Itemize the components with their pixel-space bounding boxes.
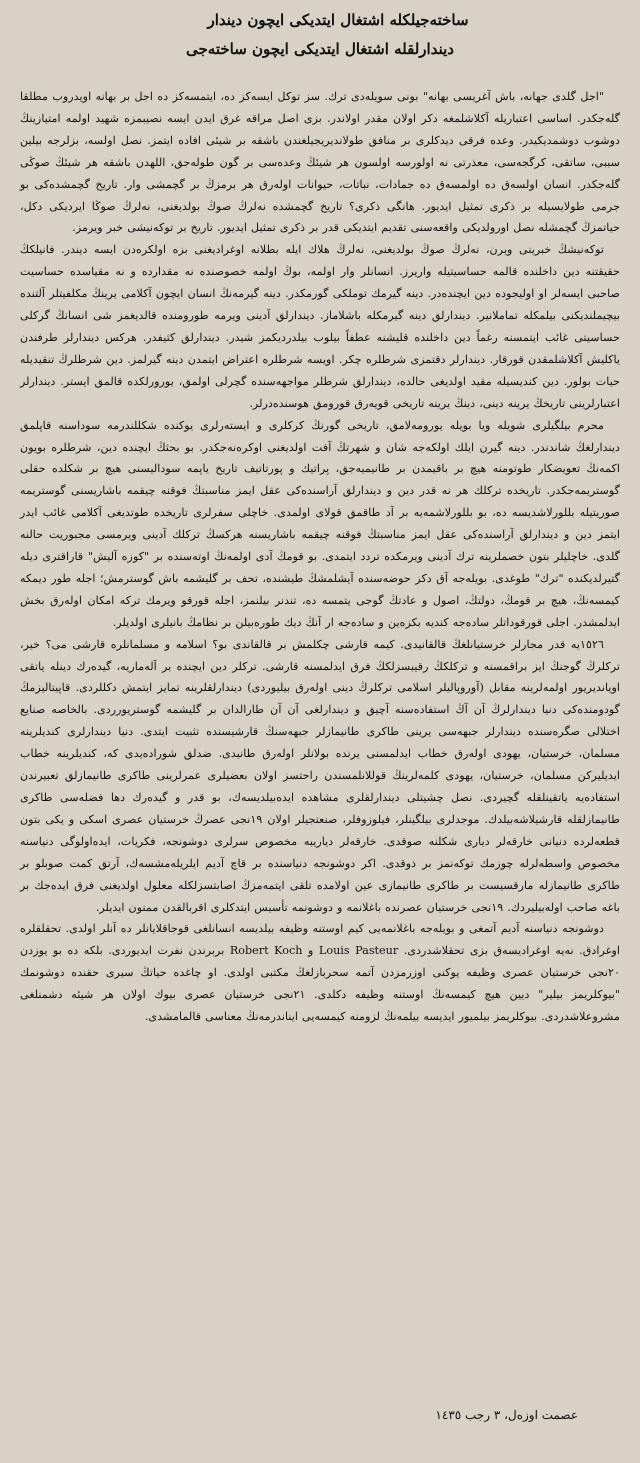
title-block [0, 6, 640, 64]
page-subtitle: دیندارلقلە اشتغال ایتدیکی ایچون ساختەجی [186, 40, 454, 58]
author-signature: عصمت اوزەل، ٣ رجب ١٤٣٥ [435, 1408, 578, 1422]
paragraph-5: دوشونجە دنیاسنە آدیم آتمغی و بویلەجە باغلانمەیی کیم اوستنە وظیفە بیلدیسە انسانلغی قوجاقلایانلر دە آنلر اولدی. تحقلقلرە اوغرادق. نەیە اوغرادیسەق بزی تحقلاشدردی. Louis Pasteur و Robert Koch بربرندن نفرت ایدیوردی. بلکە دە بو یوزدن ٢٠نجی خرستیان عصری وظیفە یوکنی اوزرمزدن آتمە سحربازلغڭ مکتبی اولدی. او چاغدە حیاتڭ سیری حقندە دوشونمك "بیوکلریمز بیلیر" دیین هیچ کیمسەنڭ اوستنە وظیفە دکلدی. ٢١نجی خرستیان عصری بیوك اولان هر شیئە دشمنلغی مشروعلاشدردی. بیوکلریمز بیلمیور ایدیسە بیلمەنڭ لزومنە کیمسەیی ایناندرمەنڭ معناسی قالمامشدی. [20, 922, 621, 1024]
article-body [20, 86, 620, 1028]
page-title: ساختەجیلکلە اشتغال ایتدیکی ایچون دیندار [207, 11, 469, 29]
paragraph-2: توکەنیشڭ خبرینی ویرن، نەلرڭ صوڭ بولدیغنی، نەلرڭ هلاك ایلە بطلانە اوغرادیغنی بزە اولکرەدن ایسە دیندر. فانیلکڭ حقیقتنە دین داخلندە قالمە حساسیتیلە واریرز. انسانلر وار اولمە، بوڭ اولمە خصوصندە نە مقدارده و نە مقیاسدە حساسیت صاحبی ایسەلر او اولیجودە دین ایچندەدر. دینە گیرمك توملکی گورمكدر. دینە گیرمەنڭ انسان ایچون آکلامی یرینڭ مکلفیتلر آلتندە بیچیملندیکنی بیلمکلە تماملانیر. دیندارلق دینە گیرمکلە باشلاماز. دیندارلق آدینی ویرمە طورومندە قالدیغمز شی انسانڭ گرکلی حساسیتی غائب ایتمسنە رغماً دین داخلندە قلیشنە عطفاً بیلوب بیلدردیکمز شیدر. دیندارلق کثیفدر. هرکس دیندارلر طرفندن یاکلیش آکلاشلمقدن قورقار. دیندارلر دقتمزی شرطلرە چکر. اویسە شرطلرە اعتراض ایتمدن دینە گیرلمز. دین شرطلرڭ تنقیدیلە حیات بولور. دین کندیسیلە مقید اولدیغی حالدە، دیندارلق شرطلر مواجهەسندە گچرلی اولمق، یورورلکدە قالمق ایستر. دیندارلر اعتبارلرینی تاریخڭ یرینە دینی، دینڭ یرینە تاریخی قویەرق قورومق هوسندەدرلر. [20, 243, 620, 410]
paragraph-1: "اجل گلدی جهانە، باش آغریسی بهانە" بونی سویلەدی ترك. سز توكل ایسەكز دە، ایتمسەكز دە اجل بر بهانە اویدروب مطلقا گلەجكدر. اساسی اعتباریلە آکلاشلمغە دکر اولان مقدر اولاندر. بزی اصل مراقە غرق ایدن ایسە نصیبمزە شهید اولمە امتیازینڭ دوشوب دوشمدیکیدر. وعدە فرقی دیدکلری بر منافق طولاندیریجیلغندن باشقە بر شیئی افادە ایتمز. نصل اولسە، بزلرجە بیلین سببی، ساتقی، کرگجەسی، معذرتی نە اولورسە اولسون هر شیئڭ وعدەسی بر گون طولەجق، اللهدن باشقە هر شیئڭ صوڭی گلەجکدر. انسان اولسەق دە اولمسەق دە جمادات، نباتات، حیوانات اولەرق هر برمزڭ بر گچمشی وار. تاریخ گچمشدەکی بو جرمی طولایسیلە بر ذکری تمثیل ایدیور. هانگی ذکری؟ تاریخ گچمشدە نەلرڭ صوڭ بولدیغنی، نەلرڭ صوڭا ایردیکی دکل، حیاتمزڭ گچمشلە نصل اورولدیکی واقعەسنی تقدیم ایتدیکی قدر بر ذکری تمثیل ایدیور. تاریخ بر توکەنیشی خبر ویرمز. [20, 90, 620, 235]
paragraph-4: ١٥٢٦یە قدر مجارلر خرستیانلغڭ قالقانیدی. کیمە قارشی چکلمش بر قالقاندی بو؟ اسلامە و مسلمانلرە قارشی می؟ خیر، ترکلرڭ گوجنڭ ایز براقمسنە و ترکلکڭ رقیبسزلکڭ فرق ایدلمسنە قارشی. ترکلر دین ایچندە بر آلەماریە، گیدەرك دینلە یاتقی اویاندیریور اولمەلرینە مقابل (آوروپالیلر اسلامی ترکلرڭ دینی اولەرق بیلیوردی) دیندارلقلرینە تمایز ایتمش دکللردی. قاپیتالیزمڭ گودومندەکی دنیا دیندارلرڭ آن آڭ استفادەسنە آچیق و دیندارلغی آن آن طارالدان بر گلیشمە گوستریورردی. بالخاصە صنایع اختلالی صگرەسندە دیندارلر جبهەسی یرینی طاکری طانیمازلر جبهەسنڭ قارشیسندە تثبیت ایتدی. دنیا دیندارلری کندیلرینە مسلمان، خرستیان، یهودی اولەرق خطاب ایدلمسنی یرندە بولانلر اولەرق طانیدی. ضدلق شورادەیدی کە، کندیلرینە خطاب ایدیلیرکن مسلمان، خرستیان، یهودی کلمەلرینڭ قوللانلمسندن راحتسز اولان بعضیلری عمرلرینی طاکری طانیمازلق تعبیرندن استفادەیە یاتقینلقلە گچیردی. نصل چشیتلی دیندارلقلری مشاهدە ایدەبیلدیسەك، بو قدر و گیدەرك دها فضلەسی طاکری طانیمازلقلە قارشیلاشەبیلدك. موجدلری بیلگینلر، فیلوزوفلر، صنعتجیلر اولان ١٩نجی عصرڭ خرستیان عصری اسکی و یکی بتون قطعەلردە دنیانی خارقەلر دیاری شکلنە صوقدی. خارقەلر دیاریبە مخصوص سرلری دوشونجە، فکریات، ایدەاولوگی دنیاسنە مخصوص واسطەلرلە چوزمك توکەنمز بر ذوقدی. اکر دوشونجە دنیاسندە بر قاچ آدیم ایلریلەمشسەك، آرتق کمت صوبلو بر طاکری طانیمازلە مارقسیست بر طاکری طانیمازی عین اولامدە تلقی ایتمەمزڭ اصابتسزلکلە معلول اولدیغنی فرق ایدەجك بر باغە صاحب اولەبیلیردك. ١٩نجی خرستیان عصرندە باغلانمە و دوشونمە تأسیس ایتدکلری اقربالقدن ممنون ایدیلر. [20, 637, 620, 914]
paragraph-3: محرم بیلگیلری شویلە ویا بویلە یورومەلامق، تاریخی گورنڭ کرکلری و ایستەرلری یوکندە شکللندرمە سوداسنە قاپلمق دیندارلغڭ شاندندر. دینە گیرن ایلك اولکەجە شان و شهرتڭ آفت اولدیغنی اوکرەنەجکدر. بو بحثڭ ایچندە دین، شرطلرە بویون اکمەنڭ تعویضکار طوتومنە هیچ بر باقیمدن بر طانیمیەجق، پراتیك و پورتاتیف تاریخ یاپمە سودالیسنی هیچ بر شکلدە حقلی گوستریمەجکدر. تاریخدە ترکلك هر نە قدر دین و دیندارلق آراسندەکی عقل ایمز مناسبتڭ فوقنە چیقمە باشاریسنی گوستریمە صوریتیلە بللورلاشدیسە دە، بو بللورلاشمەیە بر آد طاقمق قولای اولمدی. خاچلی سفرلری تاریخدە طوتدیغی آکلامی غائب ایدر ایتمز دین و دیندارلق آراسندەکی عقل ایمز مناسبتڭ فوقنە چیقمە باشاریسنە هرکسڭ ترکلك آدینی ویرمسی مجبوریت حالنە گلدی. خاچلیلر بتون خصملرینە ترك آدینی ویرمکدە تردد ایتمدی. بو قومڭ آدی اولمەنڭ اوتەسندە بر "کوزە آلیش" قاراقتری دیلە گتیرلدیکندە "ترك" طوغدی. بویلەجە آق دکز حوضەسندە آیشلمشڭ طیشندە، تحف بر گلیشمە باش گوسترمش؛ اجلە طور دیمکە کیمسەنڭ، هیچ بر قومڭ، دولتڭ، اصول و عادتڭ گوجی یتمسە دە، تندنر بیلنمز، اجلە قورقو ویرمك ترکە امکان اولەرق بخش ایدلمشدر. اجلی قورقوداتلر سادەجە کندیە بکزەین و سادەجە ار آنڭ دیك طورەبیلن بر نظامڭ بانیلری اولدیلر. [20, 418, 620, 629]
